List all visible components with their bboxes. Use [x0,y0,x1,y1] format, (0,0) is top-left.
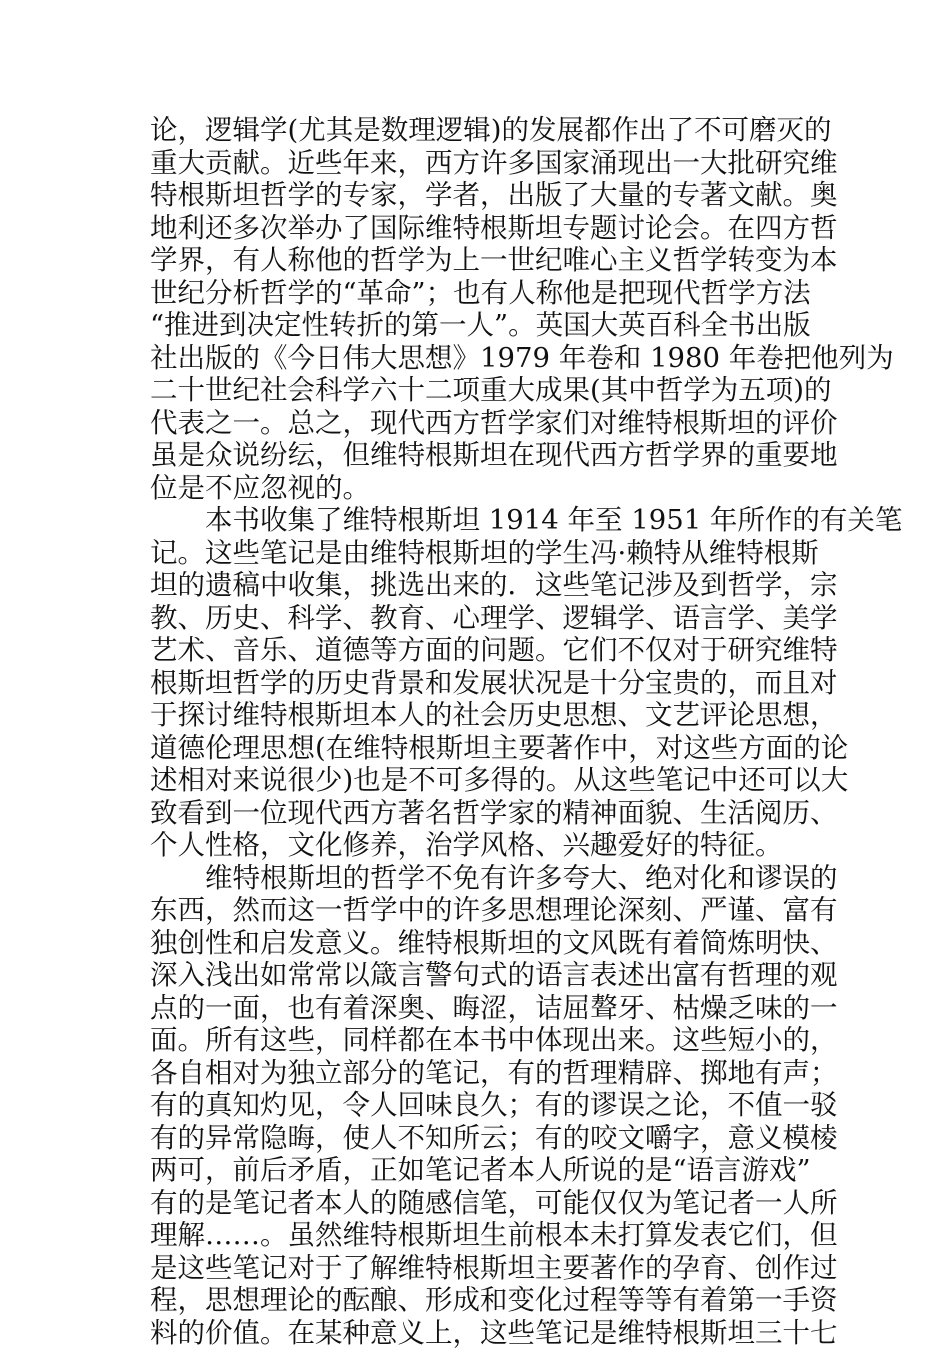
text-line: 深入浅出如常常以箴言警句式的语言表述出富有哲理的观 [150,959,838,991]
text-line: 两可，前后矛盾，正如笔记者本人所说的是“语言游戏” [150,1154,811,1186]
text-line: 代表之一。总之，现代西方哲学家们对维特根斯坦的评价 [150,406,838,439]
text-line: 学界，有人称他的哲学为上一世纪唯心主义哲学转变为本 [150,244,838,276]
text-line: 教、历史、科学、教育、心理学、逻辑学、语言学、美学 [150,601,838,634]
text-line: 社出版的《今日伟大思想》1979 年卷和 1980 年卷把他列为 [150,341,894,374]
text-line: 虽是众说纷纭，但维特根斯坦在现代西方哲学界的重要地 [150,439,838,471]
text-line: 坦的遗稿中收集，挑选出来的．这些笔记涉及到哲学，宗 [150,569,838,601]
text-line: 特根斯坦哲学的专家，学者，出版了大量的专著文献。奥 [150,179,838,211]
text-line: 艺术、音乐、道德等方面的问题。它们不仅对于研究维特 [150,634,838,666]
text-line: 道德伦理思想(在维特根斯坦主要著作中，对这些方面的论 [150,731,849,764]
text-line: 有的真知灼见，令人回味良久；有的谬误之论，不值一驳 [150,1089,838,1121]
text-line: 点的一面，也有着深奥、晦涩，诘屈聱牙、枯燥乏味的一 [150,991,838,1024]
text-line: 程，思想理论的酝酿、形成和变化过程等等有着第一手资 [150,1284,838,1316]
text-line: 致看到一位现代西方著名哲学家的精神面貌、生活阅历、 [150,796,838,829]
text-line: 有的是笔记者本人的随感信笔，可能仅仅为笔记者一人所 [150,1186,838,1219]
text-line: 世纪分析哲学的“革命”；也有人称他是把现代哲学方法 [150,276,811,309]
text-line: 根斯坦哲学的历史背景和发展状况是十分宝贵的，而且对 [150,666,838,699]
text-line: 维特根斯坦的哲学不免有许多夸大、绝对化和谬误的 [205,861,838,894]
text-line: 述相对来说很少)也是不可多得的。从这些笔记中还可以大 [150,764,849,796]
text-line: 重大贡献。近些年来，西方许多国家涌现出一大批研究维 [150,146,838,179]
text-line: “推进到决定性转折的第一人”。英国大英百科全书出版 [150,309,811,341]
text-line: 二十世纪社会科学六十二项重大成果(其中哲学为五项)的 [150,374,832,406]
text-line: 有的异常隐晦，使人不知所云；有的咬文嚼字，意义模棱 [150,1121,838,1154]
text-line: 面。所有这些，同样都在本书中体现出来。这些短小的， [150,1024,838,1056]
text-line: 料的价值。在某种意义上，这些笔记是维特根斯坦三十七 [150,1316,838,1349]
text-line: 本书收集了维特根斯坦 1914 年至 1951 年所作的有关笔 [205,504,903,536]
text-line: 各自相对为独立部分的笔记，有的哲理精辟、掷地有声； [150,1056,838,1089]
text-line: 理解……。虽然维特根斯坦生前根本未打算发表它们，但 [150,1219,838,1251]
text-line: 东西，然而这一哲学中的许多思想理论深刻、严谨、富有 [150,894,838,926]
text-line: 是这些笔记对于了解维特根斯坦主要著作的孕育、创作过 [150,1251,838,1284]
text-line: 地利还多次举办了国际维特根斯坦专题讨论会。在四方哲 [150,211,838,244]
text-line: 个人性格，文化修养，治学风格、兴趣爱好的特征。 [150,829,783,861]
text-line: 论，逻辑学(尤其是数理逻辑)的发展都作出了不可磨灭的 [150,114,832,146]
text-line: 记。这些笔记是由维特根斯坦的学生冯·赖特从维特根斯 [150,536,819,569]
text-line: 位是不应忽视的。 [150,471,370,504]
text-line: 独创性和启发意义。维特根斯坦的文风既有着简炼明快、 [150,926,838,959]
text-line: 于探讨维特根斯坦本人的社会历史思想、文艺评论思想， [150,699,838,731]
